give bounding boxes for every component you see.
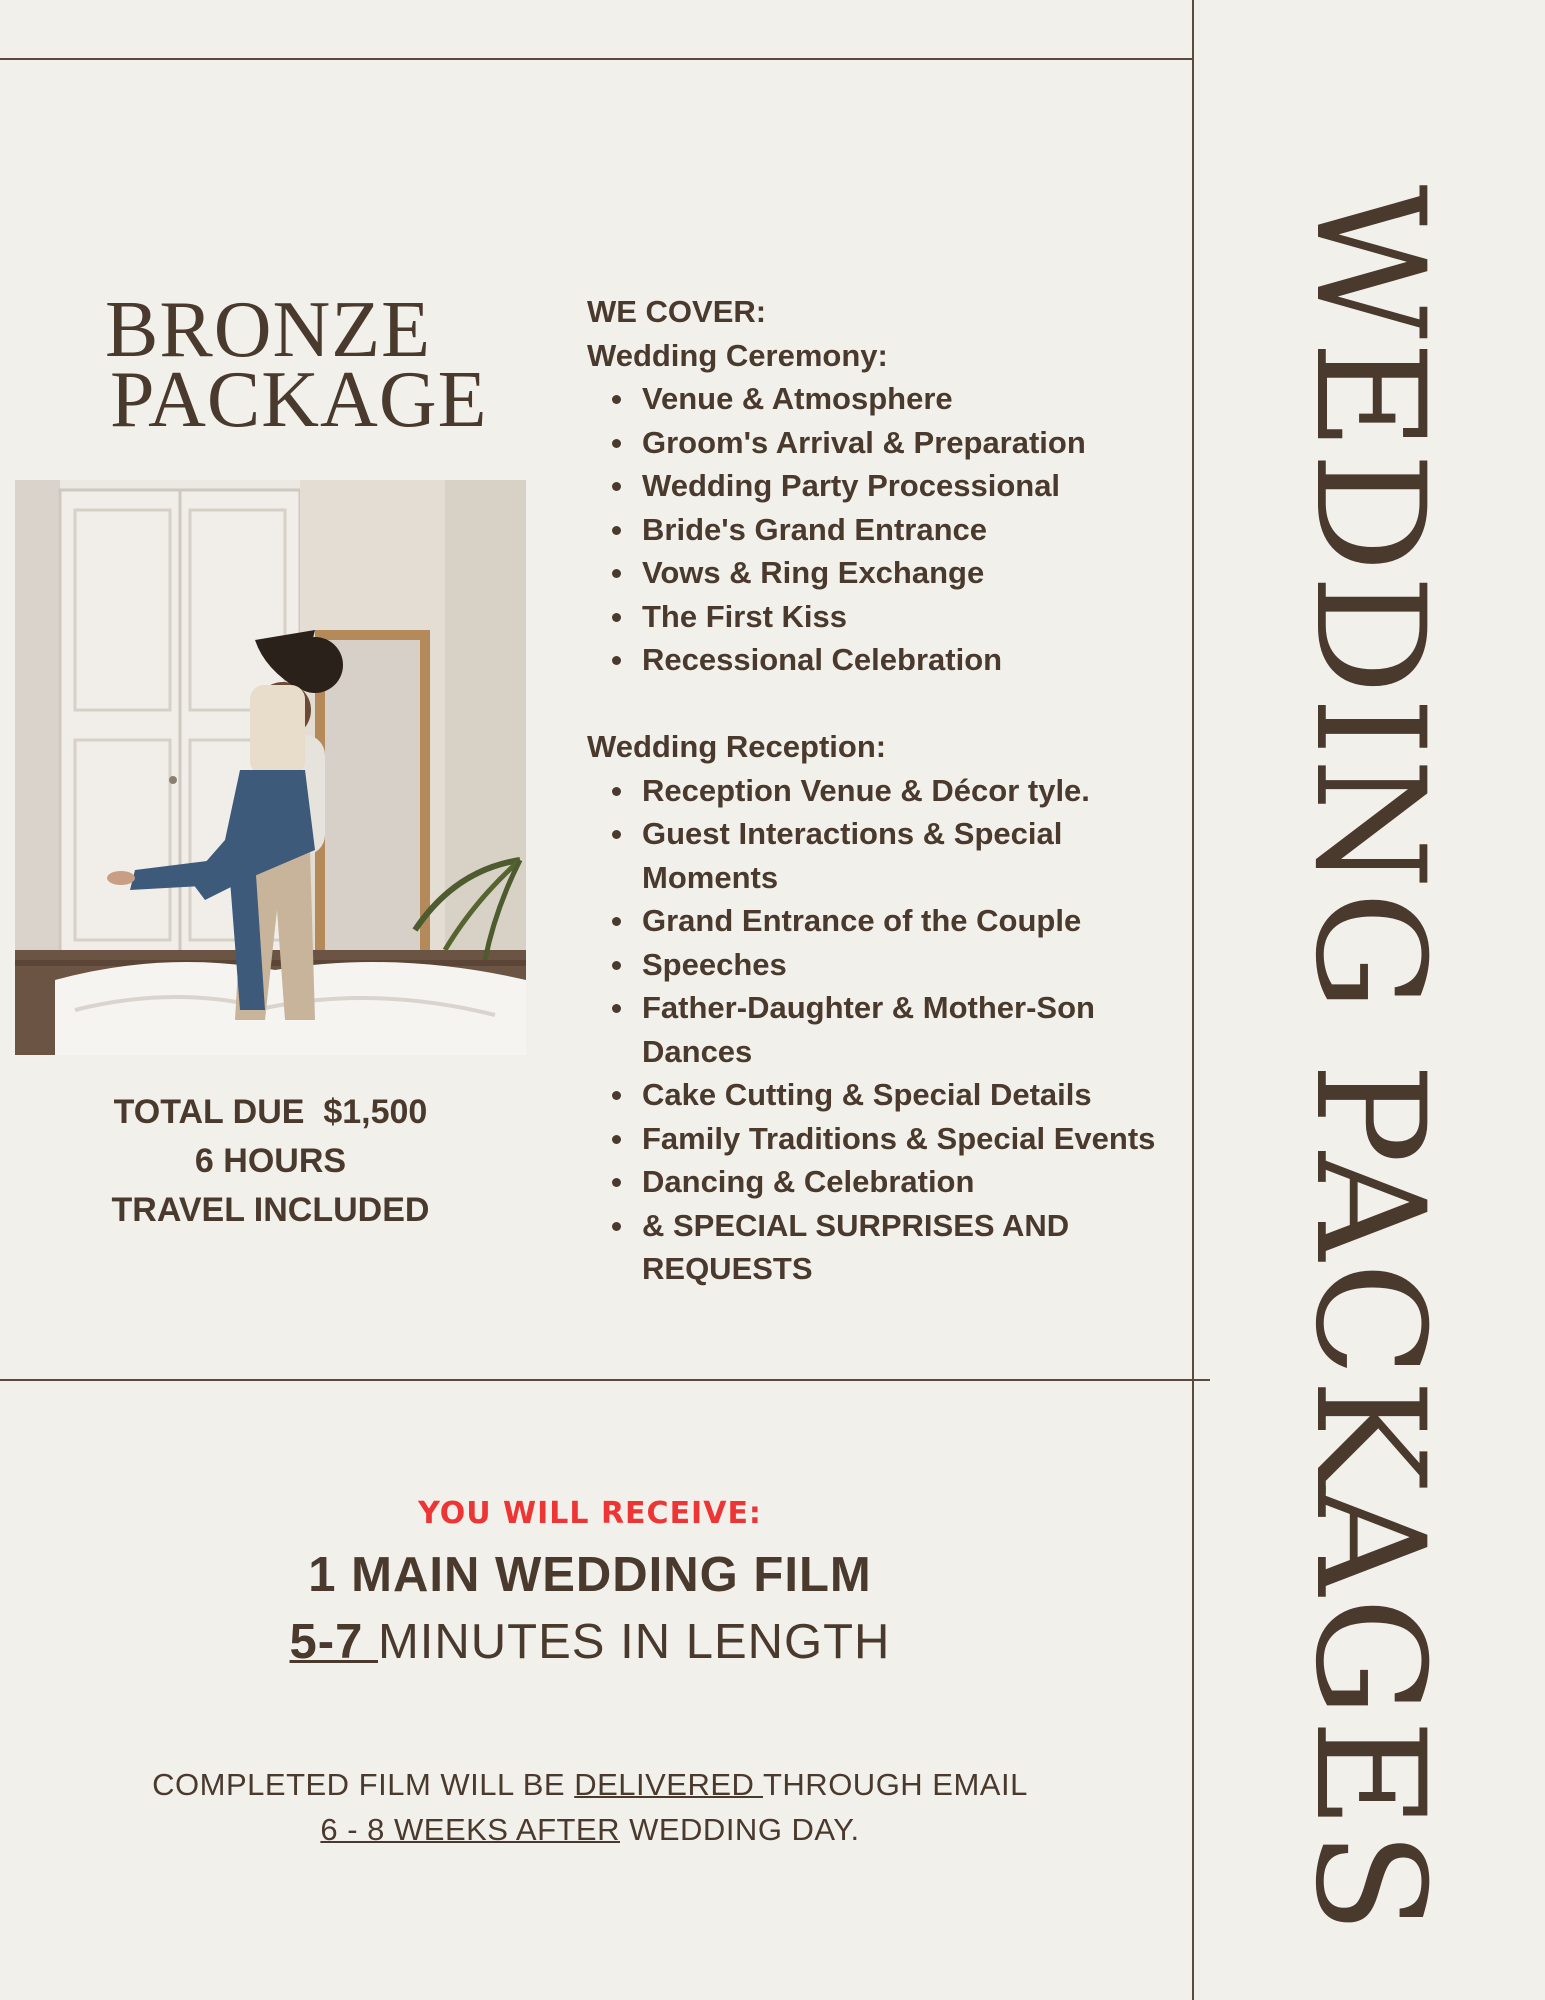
list-item: Father-Daughter & Mother-Son Dances — [642, 986, 1167, 1073]
list-item: Recessional Celebration — [642, 638, 1167, 682]
delivery-note — [0, 1762, 1180, 1852]
list-item: Bride's Grand Entrance — [642, 508, 1167, 552]
list-item: Venue & Atmosphere — [642, 377, 1167, 421]
reception-heading: Wedding Reception: — [587, 729, 887, 764]
list-item: Grand Entrance of the Couple — [642, 899, 1167, 943]
list-item: Family Traditions & Special Events — [642, 1117, 1167, 1161]
top-divider — [0, 58, 1193, 60]
delivered-underlined: DELIVERED — [574, 1767, 763, 1802]
delivery-text: THROUGH EMAIL — [762, 1767, 1028, 1802]
list-item: Reception Venue & Décor tyle. — [642, 769, 1167, 813]
receive-label: YOU WILL RECEIVE: — [418, 1496, 762, 1531]
ceremony-list — [587, 377, 1167, 682]
travel-included: TRAVEL INCLUDED — [111, 1191, 430, 1229]
package-title-line2: PACKAGE — [110, 356, 488, 444]
middle-divider — [0, 1379, 1210, 1381]
side-title: WEDDING PACKAGES — [1282, 184, 1456, 1936]
list-item: Speeches — [642, 943, 1167, 987]
delivery-line2 — [0, 1807, 1180, 1852]
package-title — [105, 286, 525, 444]
list-item: The First Kiss — [642, 595, 1167, 639]
list-item: Wedding Party Processional — [642, 464, 1167, 508]
film-length-text: MINUTES IN LENGTH — [377, 1615, 891, 1669]
list-item: Groom's Arrival & Preparation — [642, 421, 1167, 465]
spacer — [587, 682, 1167, 726]
coverage-list — [587, 290, 1167, 1291]
delivery-weeks: 6 - 8 WEEKS AFTER — [320, 1812, 620, 1847]
list-item: & SPECIAL SURPRISES AND REQUESTS — [642, 1204, 1167, 1291]
list-item: Guest Interactions & Special Moments — [642, 812, 1167, 899]
reception-list — [587, 769, 1167, 1291]
film-length-number: 5-7 — [289, 1615, 378, 1669]
list-item: Dancing & Celebration — [642, 1160, 1167, 1204]
side-divider — [1192, 0, 1194, 2000]
ceremony-heading: Wedding Ceremony: — [587, 337, 888, 373]
list-item: Vows & Ring Exchange — [642, 551, 1167, 595]
list-item: Cake Cutting & Special Details — [642, 1073, 1167, 1117]
delivery-line1 — [0, 1762, 1180, 1807]
hours: 6 HOURS — [194, 1142, 347, 1180]
delivery-text: COMPLETED FILM WILL BE — [152, 1767, 575, 1802]
main-film: 1 MAIN WEDDING FILM — [308, 1548, 872, 1602]
delivery-text: WEDDING DAY. — [620, 1812, 860, 1847]
package-title-line1: BRONZE — [105, 286, 431, 374]
coverage-heading: WE COVER: — [587, 294, 767, 329]
film-length — [0, 1614, 1180, 1670]
total-due: TOTAL DUE $1,500 — [113, 1093, 428, 1131]
couple-photo — [15, 480, 526, 1055]
price-block — [15, 1088, 526, 1235]
